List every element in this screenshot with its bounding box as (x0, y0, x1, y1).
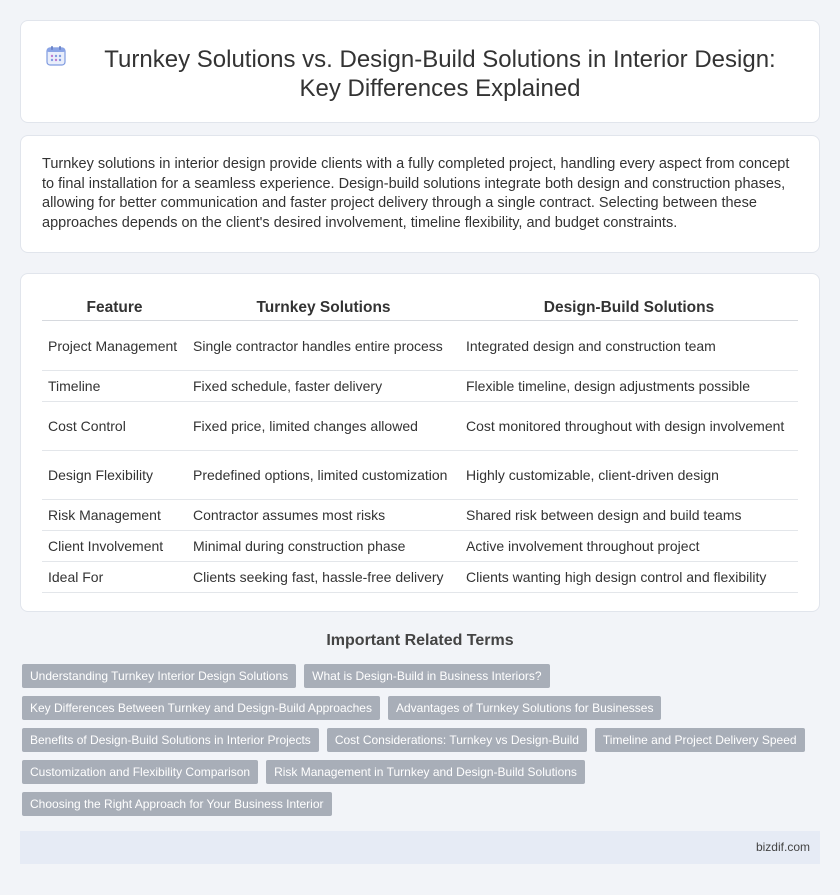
design-build-cell: Highly customizable, client-driven design (460, 451, 798, 500)
feature-cell: Design Flexibility (42, 451, 187, 500)
page-title: Turnkey Solutions vs. Design-Build Solutions in Interior Design: Key Differences Explained (104, 46, 776, 102)
related-term-tag[interactable]: Advantages of Turnkey Solutions for Businesses (388, 696, 661, 720)
turnkey-cell: Single contractor handles entire process (187, 321, 460, 371)
turnkey-cell: Clients seeking fast, hassle-free delivery (187, 562, 460, 593)
feature-cell: Cost Control (42, 402, 187, 451)
intro-card (20, 135, 820, 253)
table-header-row (42, 297, 798, 321)
related-term-tag[interactable]: Key Differences Between Turnkey and Design-Build Approaches (22, 696, 380, 720)
table-row (42, 531, 798, 562)
feature-cell: Risk Management (42, 500, 187, 531)
header-design-build: Design-Build Solutions (460, 297, 798, 321)
related-term-tag[interactable]: What is Design-Build in Business Interiors? (304, 664, 549, 688)
table-row (42, 402, 798, 451)
related-term-tag[interactable]: Customization and Flexibility Comparison (22, 760, 258, 784)
footer-bar (20, 831, 820, 864)
design-build-cell: Cost monitored throughout with design involvement (460, 402, 798, 451)
related-term-tag[interactable]: Benefits of Design-Build Solutions in Interior Projects (22, 728, 319, 752)
title-card (20, 20, 820, 123)
related-term-tag[interactable]: Risk Management in Turnkey and Design-Build Solutions (266, 760, 585, 784)
feature-cell: Timeline (42, 371, 187, 402)
table-row (42, 451, 798, 500)
turnkey-cell: Contractor assumes most risks (187, 500, 460, 531)
table-row (42, 500, 798, 531)
table-row (42, 562, 798, 593)
table-row (42, 321, 798, 371)
related-term-tag[interactable]: Choosing the Right Approach for Your Business Interior (22, 792, 332, 816)
feature-cell: Project Management (42, 321, 187, 371)
design-build-cell: Integrated design and construction team (460, 321, 798, 371)
design-build-cell: Shared risk between design and build teams (460, 500, 798, 531)
design-build-cell: Active involvement throughout project (460, 531, 798, 562)
comparison-table (42, 297, 798, 593)
comparison-card (20, 273, 820, 612)
design-build-cell: Flexible timeline, design adjustments possible (460, 371, 798, 402)
turnkey-cell: Predefined options, limited customization (187, 451, 460, 500)
feature-cell: Ideal For (42, 562, 187, 593)
header-feature: Feature (42, 297, 187, 321)
site-name[interactable]: bizdif.com (755, 840, 810, 854)
related-term-tag[interactable]: Cost Considerations: Turnkey vs Design-Build (327, 728, 587, 752)
turnkey-cell: Fixed schedule, faster delivery (187, 371, 460, 402)
related-terms-heading: Important Related Terms (326, 632, 514, 649)
related-term-tag[interactable]: Timeline and Project Delivery Speed (595, 728, 805, 752)
table-row (42, 371, 798, 402)
design-build-cell: Clients wanting high design control and flexibility (460, 562, 798, 593)
related-term-tag[interactable]: Understanding Turnkey Interior Design Solutions (22, 664, 296, 688)
intro-paragraph: Turnkey solutions in interior design provide clients with a fully completed project, handling every aspect from concept to final installation for a seamless experience. Design-build solutions integrate both design and construction phases, allowing for better communication and faster project delivery through a single contract. Selecting between these approaches depends on the client's desired involvement, timeline flexibility, and budget constraints. (42, 156, 790, 231)
header-turnkey: Turnkey Solutions (187, 297, 460, 321)
related-terms-list (22, 664, 822, 824)
turnkey-cell: Fixed price, limited changes allowed (187, 402, 460, 451)
turnkey-cell: Minimal during construction phase (187, 531, 460, 562)
feature-cell: Client Involvement (42, 531, 187, 562)
